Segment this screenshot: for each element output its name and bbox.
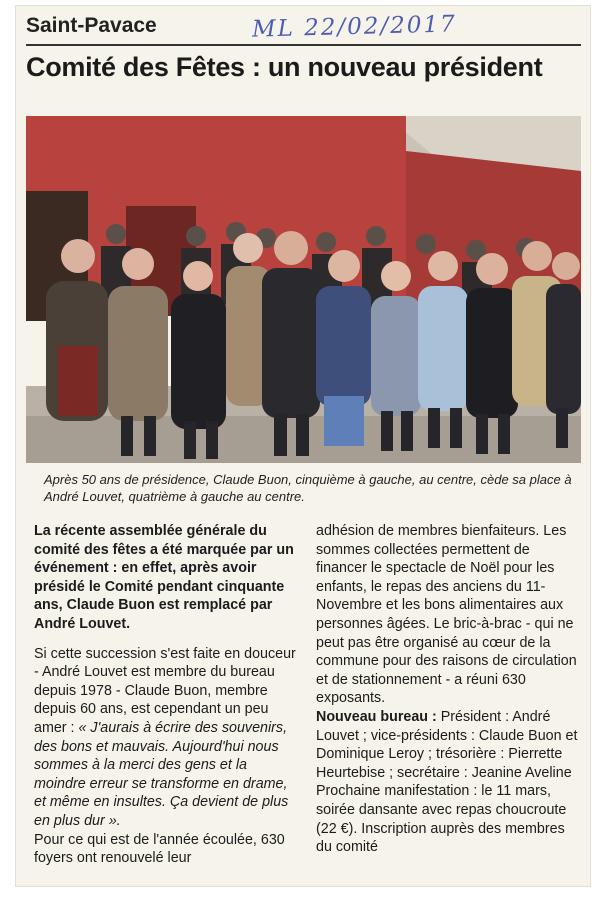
group-photo-illustration xyxy=(26,116,581,463)
new-board-text: Président : André Louvet ; vice-présidents : Claude Buon et Dominique Leroy ; trésorière : Pierrette Heurtebise ; secrétaire : Jeanine Aveline xyxy=(316,708,578,781)
next-event-paragraph: Prochaine manifestation : le 11 mars, soirée dansante avec repas choucroute (22 €). Inscription auprès des membres du comité xyxy=(316,783,567,856)
article-paragraph-year: Pour ce qui est de l'année écoulée, 630 foyers ont renouvelé leur xyxy=(34,831,285,867)
newspaper-clipping xyxy=(16,6,590,886)
article-paragraph-succession xyxy=(34,645,302,831)
article-column-right xyxy=(316,522,584,857)
claude-buon-quote: « J'aurais à écrire des souvenirs, des bons et mauvais. Aujourd'hui nous sommes à la merci des gens et la moindre erreur se transforme en drame, et même en insultes. Ça devient de plus en plus dur ». xyxy=(34,719,289,829)
succession-text: Si cette succession s'est faite en douceur - André Louvet est membre du bureau depuis 1978 - Claude Buon, membre depuis 60 ans, est cependant un peu amer : xyxy=(34,645,296,736)
photo-caption: Après 50 ans de présidence, Claude Buon, cinquième à gauche, au centre, cède sa place à André Louvet, quatrième à gauche au centre. xyxy=(44,472,572,504)
new-board-label: Nouveau bureau : xyxy=(316,708,437,725)
new-board-paragraph xyxy=(316,708,584,782)
section-rubric: Saint-Pavace xyxy=(26,14,157,37)
article-column-left xyxy=(34,522,302,868)
article-headline: Comité des Fêtes : un nouveau président xyxy=(26,52,543,82)
article-paragraph-members: adhésion de membres bienfaiteurs. Les sommes collectées permettent de financer le spectacle de Noël pour les enfants, le repas des anciens du 11-Novembre et les bons alimentaires aux personnes âgées. Le bric-à-brac - qui ne peut pas être organisé au cœur de la commune pour des raisons de circulation et de stationnement - a réuni 630 exposants. xyxy=(316,523,577,707)
group-photo xyxy=(26,116,581,463)
header-rule xyxy=(26,44,581,46)
article-lede: La récente assemblée générale du comité des fêtes a été marquée par un événement : en effet, après avoir présidé le Comité pendant cinquante ans, Claude Buon est remplacé par André Louvet. xyxy=(34,523,294,632)
date-stamp: ML 22/02/2017 xyxy=(251,11,458,43)
